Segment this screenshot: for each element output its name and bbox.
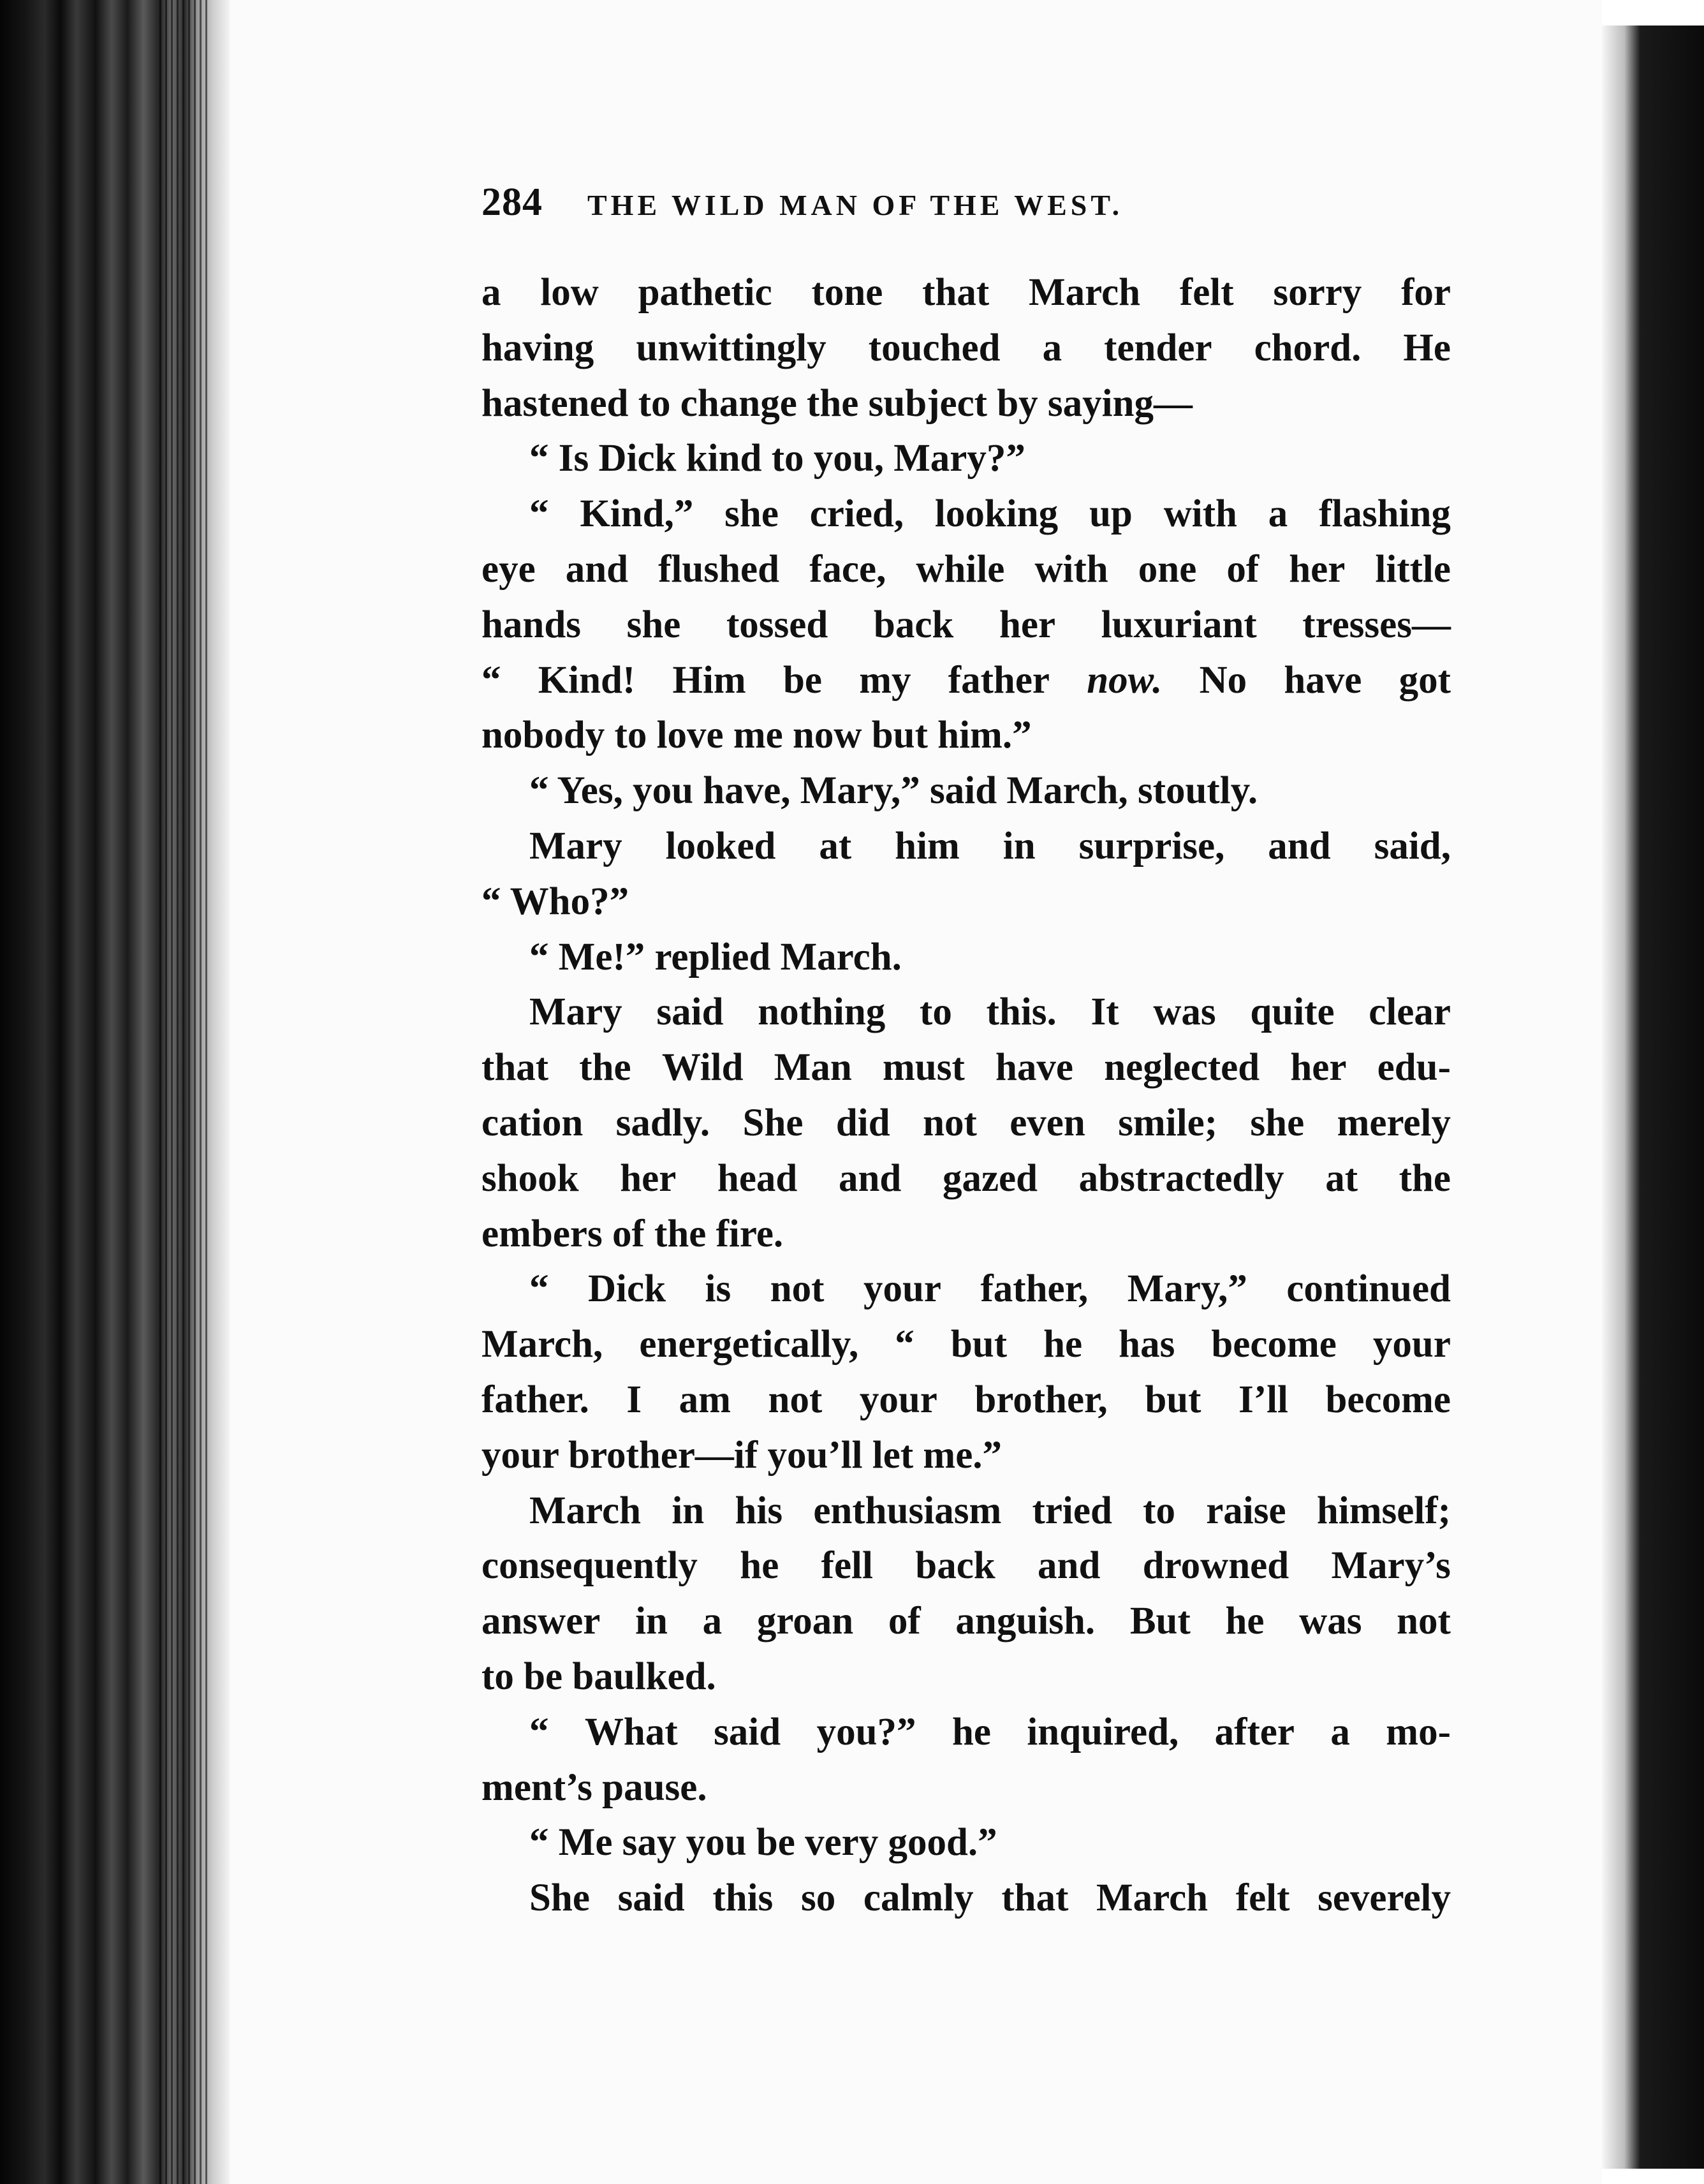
text-line: “ Kind! Him be my father now. No have got bbox=[481, 658, 1451, 702]
text-line: “ Kind,” she cried, looking up with a flashing bbox=[529, 492, 1451, 536]
text-line: “ Who?” bbox=[481, 880, 629, 923]
text-line: hands she tossed back her luxuriant tresses— bbox=[481, 603, 1451, 646]
text-line: She said this so calmly that March felt severely bbox=[529, 1877, 1451, 1920]
text-line: embers of the fire. bbox=[481, 1212, 784, 1255]
text-line: cation sadly. She did not even smile; she merely bbox=[481, 1101, 1451, 1144]
text-line: shook her head and gazed abstractedly at the bbox=[481, 1156, 1451, 1200]
page-number: 284 bbox=[481, 181, 543, 224]
right-page-shadow bbox=[1602, 26, 1704, 2169]
running-head: THE WILD MAN OF THE WEST. bbox=[587, 189, 1124, 221]
text-line: March, energetically, “ but he has become your bbox=[481, 1323, 1451, 1366]
page-edges bbox=[159, 0, 210, 2184]
text-line: Mary said nothing to this. It was quite clear bbox=[529, 991, 1451, 1034]
text-line: nobody to love me now but him.” bbox=[481, 714, 1032, 757]
text-line: a low pathetic tone that March felt sorry for bbox=[481, 271, 1451, 314]
body-text bbox=[481, 265, 1451, 1926]
text-line: “ What said you?” he inquired, after a mo- bbox=[529, 1710, 1451, 1753]
text-line: father. I am not your brother, but I’ll become bbox=[481, 1378, 1451, 1421]
text-line: “ Me say you be very good.” bbox=[529, 1821, 997, 1864]
text-line: eye and flushed face, while with one of her little bbox=[481, 547, 1451, 591]
text-line: March in his enthusiasm tried to raise himself; bbox=[529, 1489, 1451, 1532]
text-line: hastened to change the subject by saying— bbox=[481, 381, 1193, 425]
text-line: having unwittingly touched a tender chord. He bbox=[481, 326, 1451, 369]
page-header bbox=[481, 180, 1267, 231]
text-line: that the Wild Man must have neglected her edu- bbox=[481, 1046, 1451, 1089]
text-line: “ Dick is not your father, Mary,” continued bbox=[529, 1267, 1451, 1311]
text-line: ment’s pause. bbox=[481, 1766, 707, 1809]
text-line: “ Is Dick kind to you, Mary?” bbox=[529, 437, 1025, 480]
text-line: Mary looked at him in surprise, and said, bbox=[529, 824, 1451, 867]
text-line: to be baulked. bbox=[481, 1655, 716, 1698]
text-line: answer in a groan of anguish. But he was not bbox=[481, 1600, 1451, 1643]
text-line: “ Me!” replied March. bbox=[529, 935, 902, 978]
text-line: your brother—if you’ll let me.” bbox=[481, 1433, 1003, 1477]
text-line: consequently he fell back and drowned Mary’s bbox=[481, 1544, 1451, 1588]
text-line: “ Yes, you have, Mary,” said March, stoutly. bbox=[529, 769, 1258, 813]
